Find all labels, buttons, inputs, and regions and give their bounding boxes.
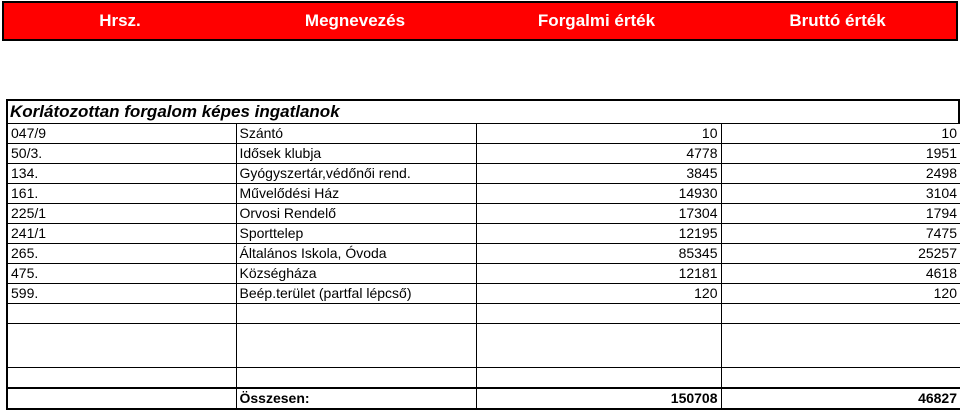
total-forgalmi: 150708 — [476, 388, 721, 409]
cell-brutto: 2498 — [721, 164, 960, 184]
property-table — [6, 123, 960, 410]
empty-cell — [476, 368, 721, 389]
table-row — [7, 164, 960, 184]
cell-forgalmi: 120 — [476, 284, 721, 304]
table-row — [7, 124, 960, 144]
cell-name: Orvosi Rendelő — [236, 204, 476, 224]
cell-hrsz: 265. — [7, 244, 236, 264]
cell-name: Sporttelep — [236, 224, 476, 244]
cell-brutto: 4618 — [721, 264, 960, 284]
header-megnevezes: Megnevezés — [304, 11, 406, 30]
empty-cell — [7, 304, 236, 324]
cell-brutto: 7475 — [721, 224, 960, 244]
cell-hrsz: 241/1 — [7, 224, 236, 244]
cell-hrsz: 50/3. — [7, 144, 236, 164]
cell-forgalmi: 85345 — [476, 244, 721, 264]
empty-cell — [721, 324, 960, 368]
empty-cell — [721, 304, 960, 324]
cell-forgalmi: 14930 — [476, 184, 721, 204]
cell-name: Beép.terület (partfal lépcső) — [236, 284, 476, 304]
cell-name: Szántó — [236, 124, 476, 144]
section-title: Korlátozottan forgalom képes ingatlanok — [6, 99, 960, 124]
cell-brutto: 1951 — [721, 144, 960, 164]
cell-brutto: 3104 — [721, 184, 960, 204]
cell-hrsz: 047/9 — [7, 124, 236, 144]
empty-cell — [7, 368, 236, 389]
header-brutto-ertek: Bruttó érték — [789, 11, 886, 30]
empty-cell — [7, 324, 236, 368]
table-row — [7, 224, 960, 244]
empty-cell — [236, 324, 476, 368]
total-empty-cell — [7, 388, 236, 409]
empty-cell — [476, 304, 721, 324]
cell-brutto: 10 — [721, 124, 960, 144]
cell-name: Gyógyszertár,védőnői rend. — [236, 164, 476, 184]
cell-forgalmi: 3845 — [476, 164, 721, 184]
cell-forgalmi: 12195 — [476, 224, 721, 244]
empty-cell — [236, 304, 476, 324]
cell-hrsz: 475. — [7, 264, 236, 284]
cell-hrsz: 225/1 — [7, 204, 236, 224]
table-row — [7, 204, 960, 224]
cell-brutto: 120 — [721, 284, 960, 304]
total-label: Összesen: — [236, 388, 476, 409]
empty-row — [7, 324, 960, 368]
cell-brutto: 1794 — [721, 204, 960, 224]
empty-cell — [236, 368, 476, 389]
empty-cell — [721, 368, 960, 389]
table-header — [2, 1, 958, 41]
cell-forgalmi: 17304 — [476, 204, 721, 224]
table-row — [7, 144, 960, 164]
table-row — [7, 264, 960, 284]
cell-forgalmi: 12181 — [476, 264, 721, 284]
cell-hrsz: 161. — [7, 184, 236, 204]
table-row — [7, 244, 960, 264]
cell-name: Művelődési Ház — [236, 184, 476, 204]
cell-name: Általános Iskola, Óvoda — [236, 244, 476, 264]
empty-row — [7, 304, 960, 324]
cell-hrsz: 599. — [7, 284, 236, 304]
cell-forgalmi: 10 — [476, 124, 721, 144]
property-table-body — [7, 124, 960, 410]
header-forgalmi-ertek: Forgalmi érték — [537, 11, 656, 30]
cell-name: Községháza — [236, 264, 476, 284]
table-row — [7, 284, 960, 304]
cell-forgalmi: 4778 — [476, 144, 721, 164]
total-row — [7, 388, 960, 409]
empty-cell — [476, 324, 721, 368]
cell-name: Idősek klubja — [236, 144, 476, 164]
empty-row — [7, 368, 960, 389]
cell-brutto: 25257 — [721, 244, 960, 264]
total-brutto: 46827 — [721, 388, 960, 409]
header-hrsz: Hrsz. — [99, 11, 141, 30]
cell-hrsz: 134. — [7, 164, 236, 184]
table-row — [7, 184, 960, 204]
